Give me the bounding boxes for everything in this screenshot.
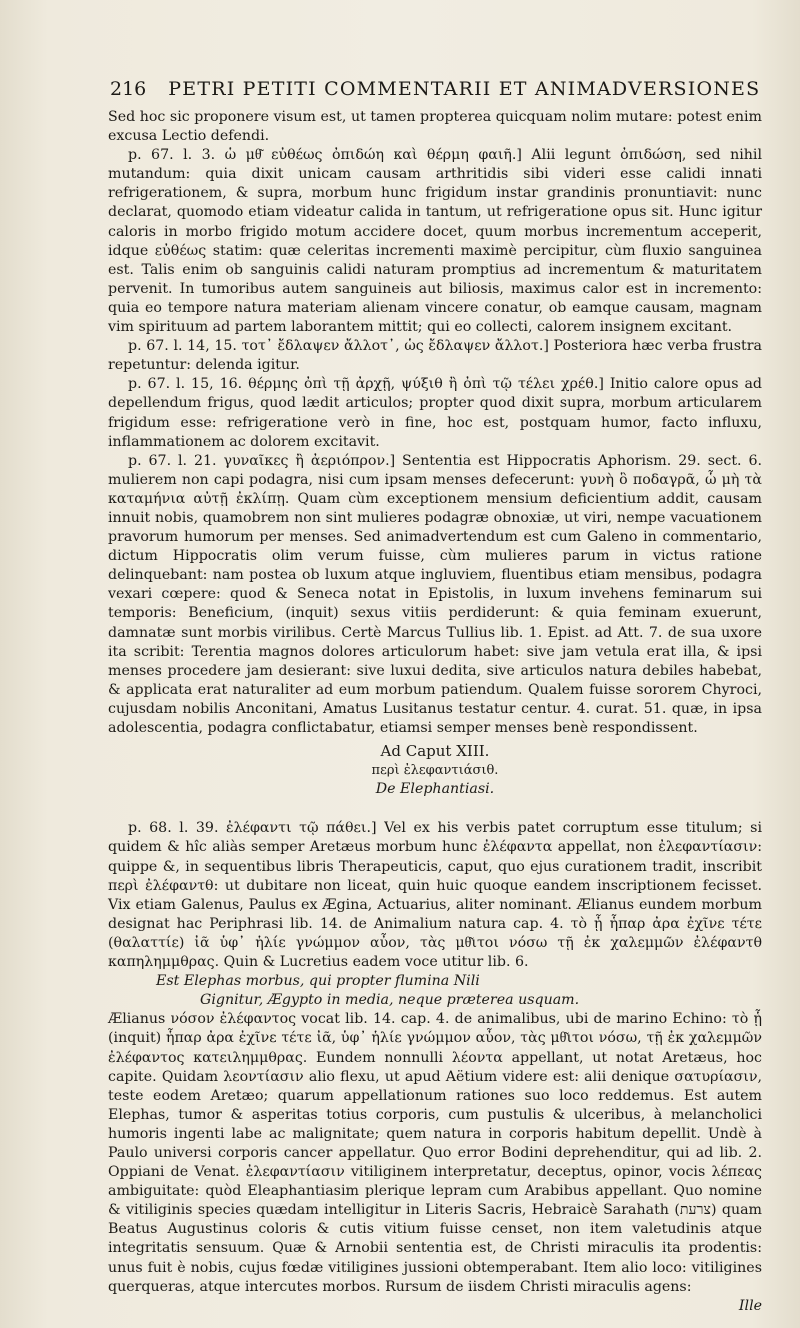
chapter-title: Ad Caput XIII.	[380, 742, 490, 761]
chapter-latin-title: De Elephantiasi.	[375, 781, 495, 798]
running-title: PETRI PETITI COMMENTARII ET ANIMADVERSIONES	[168, 78, 761, 100]
running-header	[110, 78, 760, 108]
paragraph-5: p. 67. l. 21. γυναῖκες ἢ ἀεριόπρον.] Sententia est Hippocratis Aphorism. 29. sect. 6. mulierem non capi podagra, nisi cum ipsam menses defecerunt: γυνὴ ὃ ποδαγρᾶ, ὧ μὴ τὰ καταμήνια αὐτῇ ἐκλίπῃ. Quam cùm exceptionem mensium deficientium addit, causam innuit nobis, quamobrem non sint mulieres podagræ obnoxiæ, ut viri, nempe vacuationem pravorum humorum per menses. Sed animadvertendum est cum Galeno in commentario, dictum Hippocratis olim verum fuisse, cùm mulieres parum in victus ratione delinquebant: nam postea ob luxum atque ingluviem, fluentibus etiam mensibus, podagra vexari cœpere: quod & Seneca notat in Epistolis, in luxum invehens feminarum sui temporis: Beneficium, (inquit) sexus vitiis perdiderunt: & quia feminam exuerunt, damnatæ sunt morbis virilibus. Certè Marcus Tullius lib. 1. Epist. ad Att. 7. de sua uxore ita scribit: Terentia magnos dolores articulorum habet: sive jam vetula erat illa, & ipsi menses procedere jam desierant: sive luxui dedita, sive articulos natura debiles habebat, & applicata erat naturaliter ad eum morbum patiendum. Qualem fuisse sororem Chyroci, cujusdam nobilis Anconitani, Amatus Lusitanus testatur centur. 4. curat. 51. quæ, in ipsa adolescentia, podagra conflictabatur, etiamsi semper menses benè respondissent.	[108, 452, 762, 736]
text-body	[108, 108, 762, 1316]
paragraph-7: Ælianus νόσον ἐλέφαντος vocat lib. 14. cap. 4. de animalibus, ubi de marino Echino: τὸ ᾗ (inquit) ἧπαρ ἀρα ἐχῖνε τέτε ἰᾶ, ὑφ᾽ ἡλίε γνώμμον αὖον, τὰς μθ͂ιτοι νόσω, τῇ ἐκ χαλεμμῶν ἐλέφαντος κατειλημμθρας. Eundem nonnulli λέοντα appellant, ut notat Aretæus, hoc capite. Quidam λεοντίασιν alio flexu, ut apud Aëtium videre est: alii denique σατυρίασιν, teste eodem Aretæo; quarum appellationum rationes suo loco reddemus. Est autem Elephas, tumor & asperitas totius corporis, cum pustulis & ulceribus, à melancholici humoris ingenti labe ac malignitate; quem natura in corporis habitum depellit. Undè à Paulo universi corporis cancer appellatur. Quo error Bodini deprehenditur, qui ad lib. 2. Oppiani de Venat. ἐλεφαντίασιν vitiliginem interpretatur, deceptus, opinor, vocis λέπεας ambiguitate: quòd Eleaphantiasim plerique lepram cum Arabibus appellant. Quo nomine & vitiliginis species quædam intelligitur in Literis Sacris, Hebraicè Sarahath (צרעת) quam Beatus Augustinus coloris & cutis vitium fuisse censet, non item valetudinis atque integritatis sensuum. Quæ & Arnobii sententia est, de Christi miraculis ita prodentis: unus fuit è nobis, cujus fœdæ vitiligines jussioni obtemperabant. Item alio loco: vitiligines querqueras, atque intercutes morbos. Rursum de iisdem Christi miraculis agens:	[108, 1011, 762, 1295]
verse-line-1: Est Elephas morbus, qui propter flumina Nili	[156, 973, 480, 990]
page-number: 216	[110, 78, 147, 100]
paragraph-6: p. 68. l. 39. ἐλέφαντι τῷ πάθει.] Vel ex his verbis patet corruptum esse titulum; si quidem & hîc aliàs semper Aretæus morbum hunc ἐλέφαντα appellat, non ἐλεφαντίασιν: quippe &, in sequentibus libris Therapeuticis, caput, quo ejus curationem tradit, inscribit περὶ ἐλέφαντθ: ut dubitare non liceat, quin huic quoque eandem inscriptionem fecisset. Vix etiam Galenus, Paulus ex Ægina, Actuarius, aliter nominant. Ælianus eundem morbum designat hac Periphrasi lib. 14. de Animalium natura cap. 4. τὸ ᾗ ἧπαρ ἀρα ἐχῖνε τέτε (θαλαττίε) ἰᾶ ὑφ᾽ ἡλίε γνώμμον αὖον, τὰς μθ͂ιτοι νόσω τῇ ἐκ χαλεμμῶν ἐλέφαντθ καπηλημμθρας. Quin & Lucretius eadem voce utitur lib. 6.	[108, 820, 762, 971]
verse-line-2: Gignitur, Ægypto in media, neque præterea usquam.	[200, 992, 580, 1009]
paragraph-3: p. 67. l. 14, 15. τοτ᾽ ἔδλαψεν ἄλλοτ᾽, ὡς ἔδλαψεν ἄλλοτ.] Posteriora hæc verba frustra repetuntur: delenda igitur.	[108, 338, 762, 374]
catchword: Ille	[738, 1297, 762, 1314]
chapter-greek-title: περὶ ἐλεφαντιάσιθ.	[371, 763, 499, 779]
paragraph-2: p. 67. l. 3. ὡ μθ͂ εὐθέως ὀπιδώη καὶ θέρμη φαιῆ.] Alii legunt ὀπιδώση, sed nihil mutandum: quia dixit unicam causam arthritidis sibi videri esse calidi innati refrigerationem, & supra, morbum hunc frigidum instar grandinis pronuntiavit: nunc declarat, quomodo etiam videatur calida in tantum, ut refrigeratione opus sit. Hunc igitur caloris in morbo frigido motum accidere docet, quum morbus incrementum acceperit, idque εὐθέως statim: quæ celeritas incrementi maximè percipitur, cùm fluxio sanguinea est. Talis enim ob sanguinis calidi naturam promptius ad incrementum & maturitatem pervenit. In tumoribus autem sanguineis aut biliosis, maximus calor est in incremento: quia eo tempore natura materiam alienam vincere conatur, ob eamque causam, magnam vim spirituum ad partem laborantem mittit; qui eo collecti, calorem insignem excitant.	[108, 147, 762, 336]
paragraph-4: p. 67. l. 15, 16. θέρμης ὀπὶ τῇ ἀρχῇ, ψύξιθ ἢ ὀπὶ τῷ τέλει χρέθ.] Initio calore opus ad depellendum frigus, quod lædit articulos; propter quod dixit supra, morbum articularem frigidum esse: refrigeratione verò in fine, hoc est, postquam humor, facto influxu, inflammationem ac dolorem excitavit.	[108, 376, 762, 450]
paragraph-1: Sed hoc sic proponere visum est, ut tamen propterea quicquam nolim mutare: potest enim excusa Lectio defendi.	[108, 109, 762, 145]
